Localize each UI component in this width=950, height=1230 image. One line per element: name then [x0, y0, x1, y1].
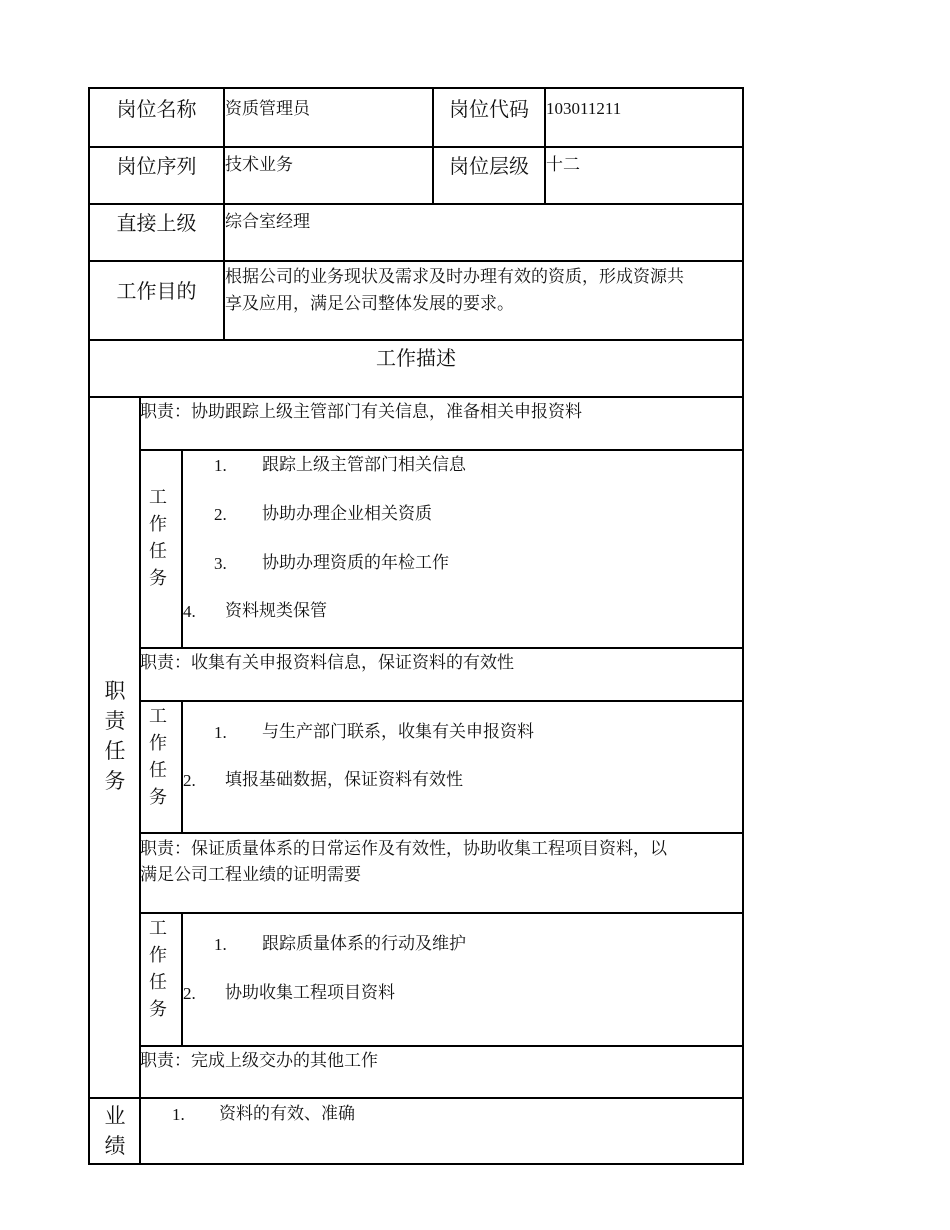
position-sequence-label: 岗位序列 [116, 154, 197, 178]
task-label-char: 工 [149, 706, 167, 726]
table-border-left [88, 87, 90, 1165]
supervisor-label: 直接上级 [116, 211, 197, 235]
work-purpose-label: 工作目的 [116, 279, 197, 303]
duties-label [100, 676, 130, 796]
performance-label [100, 1101, 130, 1161]
duties-label-char: 任 [104, 739, 126, 763]
row-divider [88, 1097, 744, 1099]
work-description-title: 工作描述 [376, 346, 456, 370]
task-label-char: 任 [149, 541, 167, 561]
row-divider [139, 912, 744, 914]
table-border-bottom [88, 1163, 744, 1165]
task-number: 1. [214, 456, 227, 475]
position-code-value: 103011211 [546, 99, 622, 118]
task-number: 1. [214, 935, 227, 954]
position-name-value: 资质管理员 [225, 99, 310, 118]
performance-number: 1. [172, 1105, 185, 1124]
work-purpose-line1: 根据公司的业务现状及需求及时办理有效的资质，形成资源共 [225, 267, 684, 286]
task-label-char: 务 [149, 787, 167, 807]
duties-label-char: 务 [104, 769, 126, 793]
task-number: 2. [183, 771, 196, 790]
task-number: 2. [214, 505, 227, 524]
col-divider [181, 700, 183, 834]
task-label-char: 任 [149, 760, 167, 780]
duties-label-char: 责 [104, 709, 126, 733]
task-label [147, 915, 169, 1023]
position-sequence-value: 技术业务 [225, 155, 293, 174]
row-divider [88, 260, 744, 262]
row-divider [88, 339, 744, 341]
work-purpose-line2: 享及应用，满足公司整体发展的要求。 [225, 294, 514, 313]
task-text: 协助收集工程项目资料 [225, 983, 395, 1002]
task-text: 资料规类保管 [225, 601, 327, 620]
duty-title: 职责：完成上级交办的其他工作 [140, 1051, 378, 1070]
row-divider [88, 203, 744, 205]
task-label-char: 作 [149, 945, 167, 965]
duty-title-line1: 职责：保证质量体系的日常运作及有效性，协助收集工程项目资料，以 [140, 839, 667, 858]
task-text: 协助办理资质的年检工作 [262, 553, 449, 572]
task-label [147, 703, 169, 811]
performance-label-char: 业 [104, 1104, 126, 1128]
row-divider [88, 396, 744, 398]
duty-title-line2: 满足公司工程业绩的证明需要 [140, 865, 361, 884]
row-divider [139, 647, 744, 649]
task-text: 跟踪上级主管部门相关信息 [262, 455, 466, 474]
task-number: 3. [214, 554, 227, 573]
task-label-char: 作 [149, 514, 167, 534]
duty-title: 职责：收集有关申报资料信息，保证资料的有效性 [140, 653, 514, 672]
task-label [147, 484, 169, 592]
task-label-char: 务 [149, 999, 167, 1019]
task-label-char: 工 [149, 918, 167, 938]
task-label-char: 工 [149, 487, 167, 507]
task-number: 4. [183, 602, 196, 621]
position-level-value: 十二 [546, 155, 580, 174]
task-label-char: 作 [149, 733, 167, 753]
position-name-label: 岗位名称 [116, 97, 197, 121]
row-divider [88, 146, 744, 148]
duty-title: 职责：协助跟踪上级主管部门有关信息，准备相关申报资料 [140, 402, 582, 421]
performance-text: 资料的有效、准确 [219, 1104, 355, 1123]
col-divider [181, 912, 183, 1047]
task-number: 2. [183, 984, 196, 1003]
task-text: 填报基础数据，保证资料有效性 [225, 770, 463, 789]
row-divider [139, 832, 744, 834]
task-text: 与生产部门联系，收集有关申报资料 [262, 722, 534, 741]
performance-label-char: 绩 [104, 1134, 126, 1158]
task-text: 协助办理企业相关资质 [262, 504, 432, 523]
row-divider [139, 449, 744, 451]
table-border-right [742, 87, 744, 1165]
position-code-label: 岗位代码 [449, 97, 529, 121]
task-label-char: 务 [149, 568, 167, 588]
supervisor-value: 综合室经理 [225, 212, 310, 231]
task-label-char: 任 [149, 972, 167, 992]
position-level-label: 岗位层级 [449, 154, 529, 178]
task-text: 跟踪质量体系的行动及维护 [262, 934, 466, 953]
task-number: 1. [214, 723, 227, 742]
duties-label-char: 职 [104, 679, 126, 703]
table-border-top [88, 87, 744, 89]
row-divider [139, 1045, 744, 1047]
row-divider [139, 700, 744, 702]
